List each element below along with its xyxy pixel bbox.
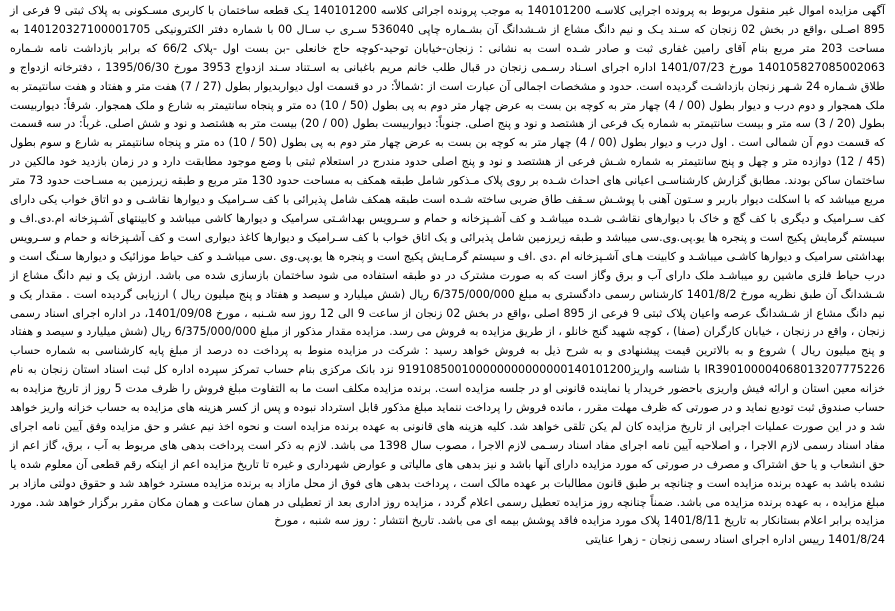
notice-body: آگهی مزایده اموال غیر منقول مربوط به پرونده اجرایی کلاسـه 140101200 به موجب پرونده اجرائی کلاسه 140101200 یـک قطعه ساختمان با کاربری مسـکونی به پلاک ثبتی 9 فرعی از 895 اصـلی ،واقع در بخش 02 زنجان که سـند یـک و نیم دانگ مشاع از شـشدانگ آن بشـماره چاپی 536040 سـری ب سـال 00 با شماره دفتر الکترونیکی 140120327100001705 به مساحت 203 متر مربع بنام آقای رامین غفاری ثبت و صادر شـده است به نشانی : زنجان-خیابان توحید-کوچه حاج خانعلی -بن بست اول -پلاک 66/2 که برابر بازداشت نامه شـماره 140105827085002063 مورخ 1401/07/23 اداره اجرای اسـناد رسـمی زنجان در قبال طلب خانم مریم باغبانی به اسـتناد سـند ازدواج 3953 مورخ 1395/06/30 ، دفترخانه ازدواج و طلاق شـماره 24 شـهر زنجان بازداشـت گردیده است. حدود و مشخصات اجمالی آن عبارت است از :شمالاً: در دو قسمت اول دیواربدیوار بطول (27 / 7) هفت متر و هفتاد و هفت سانتیمتر به ملک همجوار و دوم درب و دیوار بطول (00 / 4) چهار متر به کوچه بن بست به عرض چهار متر دوم به پی بطول (50 / 10) ده متر و پنجاه سانتیمتر به شارع و ملک همجوار. شرقاً: دیواربیست بطول (20 / 3) سه متر و بیست سانتیمتر به شماره یک فرعی از هشتصد و نود و پنج اصلی. جنوباً: دیواربیست بطول (00 / 20) بیست متر به هشتصد و نود و شش اصلی. غرباً: در سه قسمت که قسمت دوم آن شمالی است . اول درب و دیوار بطول (00 / 4) چهار متر به کوچه بن بست به عرض چهار متر دوم به پی بطول (50 / 10) ده متر و پنجاه سانتیمتر به شارع و سوم بطول (45 / 12) دوازده متر و چهل و پنج سانتیمتر به شماره شـش فرعی از هشتصد و نود و پنج اصلی حدود مندرج در استعلام ثبتی با وضع موجود مطابقت دارد و در زمان بازدید خود مالکین در ساختمان ساکن بودند. مطابق گزارش کارشناسـی اعیانی های احداث شـده بر روی پلاک مـذکور شامل طبقه همکف به مساحت حدود 130 متر مربع و طبقه زیرزمین به مسـاحت حدود 73 متر مربع میباشد که با اسکلت دیوار باربر و سـتون آهنی با پوشـش سـقف طاق ضربی ساخته شـده است طبقه همکف شامل پذیرائی با کف سـرامیک و دیوارها نقاشـی و دو اتاق خواب یکی دارای کف سـرامیک و دیگری با کف گچ و خاک با دیوارهای نقاشـی شـده میباشـد و کف آشـپزخانه و حمام و سـرویس بهداشـتی سرامیک و دیوارها کاشی میباشد و کابینتهای آشـپزخانه ام.دی.اف و سیستم گرمایش پکیج است و پنجره ها یو.پی.وی.سی میباشد و طبقه زیرزمین شامل پذیرائی و یک اتاق خواب با کف سـرامیک و دیوارها کاغذ دیواری است و کف آشـپزخانه و حمام و سـرویس بهداشتی سرامیک و دیوارها کاشـی میباشـد و کابینت هـای آشـپزخانه ام .دی .اف و سیستم گرمـایش پکیج است و پنجره ها یو.پی.وی .سی میباشـد و کف حیاط موزائیک و دیوارها سـنگ است و درب حیاط فلزی ماشین رو میباشـد ملک دارای آب و برق وگاز است که به صورت مشترک در دو طبقه استفاده می شود ساختمان بازسازی شده می باشد. ارزش یک و نیم دانگ مشاع از شـشدانگ آن طبق نظریه مورخ 1401/8/2 کارشناس رسمی دادگستری به مبلغ 6/375/000/000 ریال (شش میلیارد و سیصد و هفتاد و پنج میلیون ریال ) ارزیابی گردیده است . مقدار یک و نیم دانگ مشاع از شـشدانگ عرصه واعیان پلاک ثبتی 9 فرعی از 895 اصلی ،واقع در بخش 02 زنجان از ساعت 9 الی 12 روز سه شـنبه ، مورخ 1401/09/08، در اداره اجرای اسناد رسمی زنجان ، واقع در زنجان ، خیابان کارگران (صفا) ، کوچه شهید گنج خانلو ، از طریق مزایده به فروش می رسد. مزایده مقدار مذکور از مبلغ 6/375/000/000 ریال (شش میلیارد و سیصد و هفتاد و پنج میلیون ریال ) شروع و به بالاترین قیمت پیشنهادی و به شرح ذیل به فروش خواهد رسید : شرکت در مزایده منوط به پرداخت ده درصد از مبلغ پایه کارشناسی به شماره حساب IR390100004068013207775226 با شناسه واریز919108500100000000000000140101200 نزد بانک مرکزی بنام حساب تمرکز سپرده اداره کل ثبت اسناد استان زنجان به نام خزانه معین استان و ارائه فیش واریزی باحضور خریدار یا نماینده قانونی او در جلسه مزایده است. برنده مزایده مکلف است ما به التفاوت مبلغ فروش را ظرف مدت 5 روز از تاریخ مزایده به حساب صندوق ثبت تودیع نماید و در صورتی که ظرف مهلت مقرر ، مانده فروش را پرداخت ننماید مبلغ مذکور قابل استرداد نبوده و پس از کسر هزینه های مزایده به حساب خزانه واریز خواهد شد و در این صورت عملیات اجرایی از تاریخ مزایده کان لم یکن تلقی خواهد شد. کلیه هزینه های قانونی به عهده برنده مزایده است و نحوه اخذ نیم عشر و حق مزایده وفق آیین نامه اجرای مفاد اسناد رسمی لازم الاجرا ، و اصلاحیه آیین نامه اجرای مفاد اسناد رسـمی لازم الاجرا ، مصوب سال 1398 می باشد. لازم به ذکر است پرداخت بدهی های مربوط به آب ، برق، گاز اعم از حق انشعاب و یا حق اشتراک و مصرف در صورتی که مورد مزایده دارای آنها باشد و نیز بدهی های مالیاتی و عوارض شهرداری و غیره تا تاریخ مزایده اعم از اینکه رقم قطعی آن معلوم شده یا نشده باشد به عهده برنده مزایده است و چنانچه بر طبق قانون مطالبات بر عهده مالک است ، پرداخت بدهی های فوق از محل مازاد به برنده مزایده مسترد خواهد شد و حقوق دولتی مازاد بر مبلغ مزایده ، به عهده برنده مزایده می باشد. ضمناً چنانچه روز مزایده تعطیل رسمی اعلام گردد ، مزایده روز اداری بعد از تعطیلی در همان ساعت و همان مکان مقرر برگزار خواهد شد. مورد مزایده برابر اعلام بستانکار به تاریخ 1401/8/11 پلاک مورد مزایده فاقد پوشش بیمه ای می باشد. تاریخ انتشار : روز سه شنبه ، مورخ	[10, 4, 886, 528]
notice-footer-signature: 1401/8/24 رییس اداره اجرای اسناد رسمی زنجان - زهرا عنایتی	[585, 533, 885, 547]
